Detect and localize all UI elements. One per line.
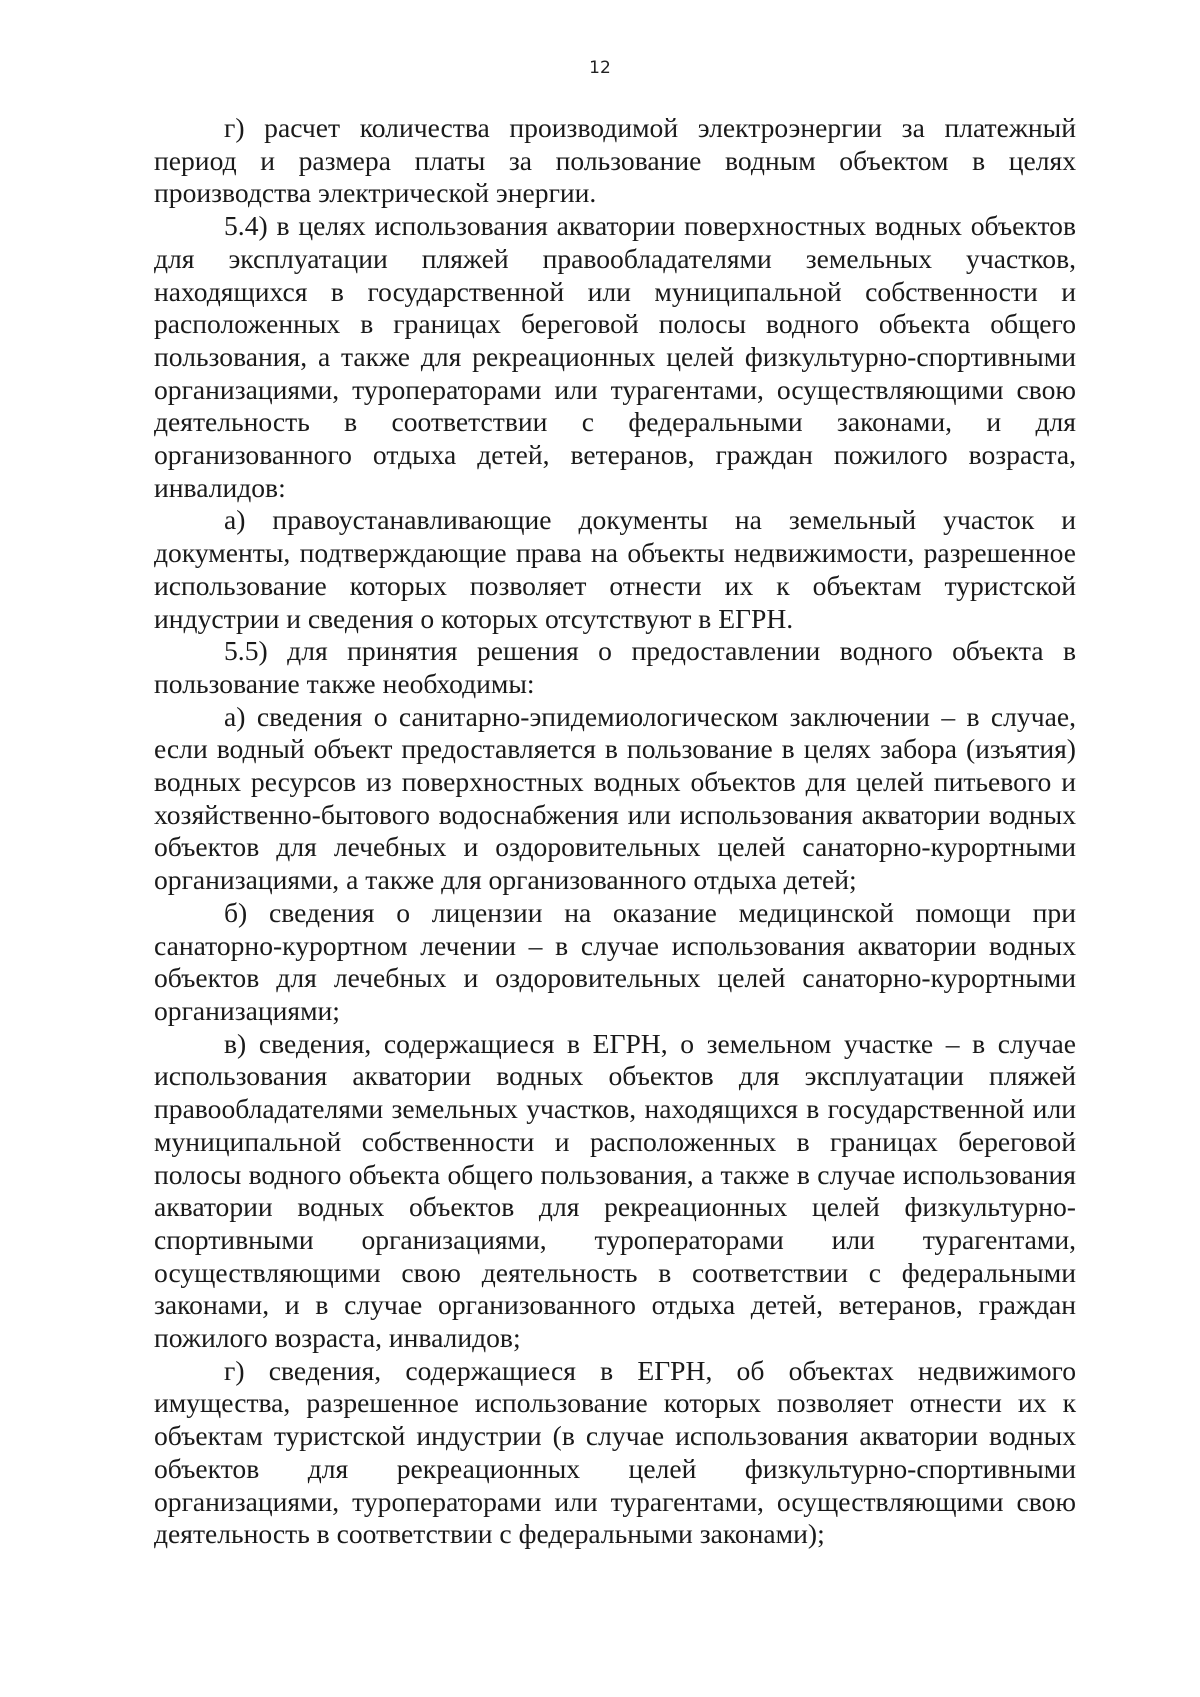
paragraph-5-4-a: а) правоустанавливающие документы на земельный участок и документы, подтверждающие права на объекты недвижимости, разрешенное использование которых позволяет отнести их к объектам туристской индустрии и сведения о которых отсутствуют в ЕГРН. [154,504,1076,634]
paragraph-g-energy-calc: г) расчет количества производимой электроэнергии за платежный период и размера платы за пользование водным объектом в целях производства электрической энергии. [154,112,1076,209]
paragraph-5-4: 5.4) в целях использования акватории поверхностных водных объектов для эксплуатации пляжей правообладателями земельных участков, находящихся в государственной или муниципальной собственности и расположенных в границах береговой полосы водного объекта общего пользования, а также для рекреационных целей физкультурно-спортивными организациями, туроператорами или турагентами, осуществляющими свою деятельность в соответствии с федеральными законами, и для организованного отдыха детей, ветеранов, граждан пожилого возраста, инвалидов: [154,210,1076,503]
paragraph-5-5-b: б) сведения о лицензии на оказание медицинской помощи при санаторно-курортном лечении – в случае использования акватории водных объектов для лечебных и оздоровительных целей санаторно-курортными организациями; [154,896,1076,1026]
paragraph-5-5-a: а) сведения о санитарно-эпидемиологическом заключении – в случае, если водный объект предоставляется в пользование в целях забора (изъятия) водных ресурсов из поверхностных водных объектов для целей питьевого и хозяйственно-бытового водоснабжения или использования акватории водных объектов для лечебных и оздоровительных целей санаторно-курортными организациями, а также для организованного отдыха детей; [154,700,1076,896]
paragraph-5-5: 5.5) для принятия решения о предоставлении водного объекта в пользование также необходимы: [154,635,1076,699]
page-number: 12 [589,58,611,78]
paragraph-5-5-g: г) сведения, содержащиеся в ЕГРН, об объектах недвижимого имущества, разрешенное использование которых позволяет отнести их к объектам туристской индустрии (в случае использования акватории водных объектов для рекреационных целей физкультурно-спортивными организациями, туроператорами или турагентами, осуществляющими свою деятельность в соответствии с федеральными законами); [154,1354,1076,1550]
paragraph-5-5-v: в) сведения, содержащиеся в ЕГРН, о земельном участке – в случае использования акватории водных объектов для эксплуатации пляжей правообладателями земельных участков, находящихся в государственной или муниципальной собственности и расположенных в границах береговой полосы водного объекта общего пользования, а также в случае использования акватории водных объектов для рекреационных целей физкультурно-спортивными организациями, туроператорами или турагентами, осуществляющими свою деятельность в соответствии с федеральными законами, и в случае организованного отдыха детей, ветеранов, граждан пожилого возраста, инвалидов; [154,1027,1076,1354]
document-body [154,112,1076,1551]
